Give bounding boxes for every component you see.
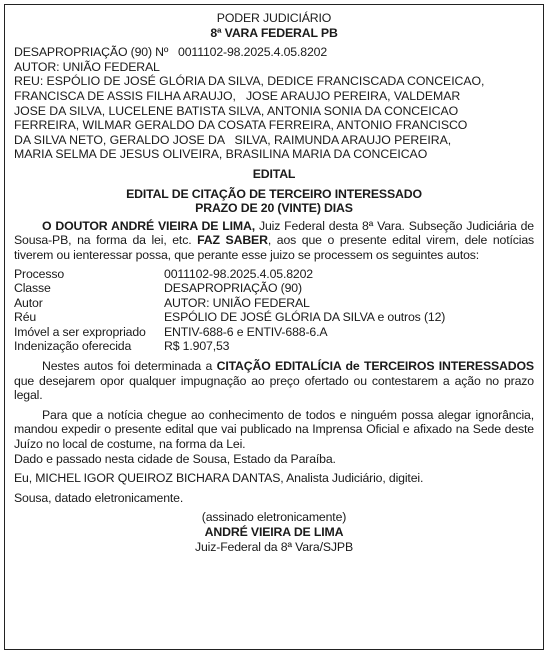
typist-paragraph: Eu, MICHEL IGOR QUEIROZ BICHARA DANTAS, Analista Judiciário, digitei. [14,471,424,486]
edital-document [4,4,544,650]
edital-title: EDITAL DE CITAÇÃO DE TERCEIRO INTERESSADO [126,186,422,201]
case-desapropriacao-line: DESAPROPRIAÇÃO (90) Nº 0011102-98.2025.4.05.8202 [14,45,328,60]
header-court: PODER JUDICIÁRIO [216,11,332,25]
detail-label: Classe [14,281,51,296]
detail-value: DESAPROPRIAÇÃO (90) [164,281,302,296]
intro-paragraph [14,219,534,263]
detail-value: AUTOR: UNIÃO FEDERAL [164,295,310,310]
citation-post: que desejarem opor qualquer impugnação ao preço ofertado ou contestarem a ação no prazo legal. [14,373,534,403]
reu-line: MARIA SELMA DE JESUS OLIVEIRA, BRASILINA MARIA DA CONCEICAO [14,147,428,162]
intro-text-2: , aos que o presente edital virem, dele notícias tiverem ou ienteressar possa, que perante esse juizo se processem os seguintes autos: [14,233,535,262]
judge-name: O DOUTOR ANDRÉ VIEIRA DE LIMA, [42,218,255,233]
reu-line: FRANCISCA DE ASSIS FILHA ARAUJO, JOSE ARAUJO PEREIRA, VALDEMAR [14,88,461,103]
reu-line: JOSE DA SILVA, LUCELENE BATISTA SILVA, ANTONIA SONIA DA CONCEICAO [14,103,459,118]
edital-deadline: PRAZO DE 20 (VINTE) DIAS [195,201,353,216]
reu-line: FERREIRA, WILMAR GERALDO DA COSATA FERREIRA, ANTONIO FRANCISCO [14,118,468,133]
detail-value: ENTIV-688-6 e ENTIV-688-6.A [164,324,328,339]
signature-note: (assinado eletronicamente) [201,510,347,525]
citation-pre: Nestes autos foi determinada a [42,359,217,374]
detail-label: Processo [14,266,65,281]
detail-label: Imóvel a ser expropriado [14,324,146,339]
citation-bold: CITAÇÃO EDITALÍCIA de TERCEIROS INTERESSADOS [216,359,534,374]
reu-line: DA SILVA NETO, GERALDO JOSE DA SILVA, RAIMUNDA ARAUJO PEREIRA, [14,132,452,147]
reu-line: REU: ESPÓLIO DE JOSÉ GLÓRIA DA SILVA, DEDICE FRANCISCADA CONCEICAO, [14,74,485,89]
header-vara: 8ª VARA FEDERAL PB [210,25,338,40]
signature-role: Juiz-Federal da 8ª Vara/SJPB [194,539,353,554]
faz-saber: FAZ SABER [197,233,268,248]
case-details-table [14,267,534,355]
detail-label: Autor [14,295,43,310]
detail-value: R$ 1.907,53 [164,339,230,354]
detail-value: ESPÓLIO DE JOSÉ GLÓRIA DA SILVA e outros (12) [164,310,446,325]
case-autor-line: AUTOR: UNIÃO FEDERAL [14,59,160,74]
intro-text-1: Juiz Federal desta 8ª Vara. Subseção Judiciária de Sousa-PB, na forma da lei, etc. [14,218,534,248]
detail-value: 0011102-98.2025.4.05.8202 [164,266,313,281]
edital-label: EDITAL [252,166,296,181]
date-paragraph: Sousa, datado eletronicamente. [14,490,184,505]
signature-name: ANDRÉ VIEIRA DE LIMA [204,525,344,539]
detail-label: Réu [14,310,37,325]
publication-paragraph: Para que a notícia chegue ao conhecimento de todos e ninguém possa alegar ignorância, mandou expedir o presente edital que vai publicado na Imprensa Oficial e afixado na Sede deste Juízo no local de costume, na forma da Lei. [14,407,534,452]
detail-label: Indenização oferecida [14,339,132,354]
case-reu-block [14,74,534,162]
citation-paragraph [14,359,534,403]
given-paragraph: Dado e passado nesta cidade de Sousa, Estado da Paraíba. [14,451,336,466]
